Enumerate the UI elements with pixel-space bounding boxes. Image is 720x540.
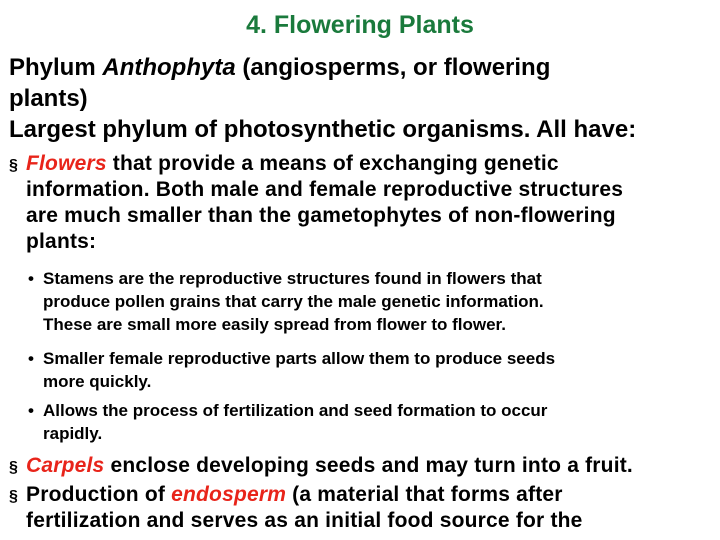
intro-line-1-post: (angiosperms, or flowering [235, 54, 551, 81]
bullet-text: Production of [26, 483, 172, 506]
bullet-line [9, 453, 633, 479]
intro-block [9, 52, 636, 145]
term-carpels: Carpels [26, 454, 105, 477]
sub-bullet-line: Stamens are the reproductive structures found in flowers that [43, 269, 542, 288]
sub-bullet-line: produce pollen grains that carry the male genetic information. [43, 292, 544, 311]
sub-bullet-marker: • [28, 269, 34, 288]
phylum-name: Anthophyta [102, 54, 236, 81]
bullet-text: (a material that forms after [286, 483, 563, 506]
term-endosperm: endosperm [171, 483, 287, 506]
slide-title: 4. Flowering Plants [246, 11, 474, 39]
intro-line-1-pre: Phylum [9, 54, 103, 81]
intro-line-1 [9, 52, 636, 83]
bullet-marker: § [9, 459, 19, 476]
sub-bullet-line: These are small more easily spread from flower to flower. [43, 315, 506, 334]
sub-bullet-fertilization [28, 399, 547, 445]
bullet-marker: § [9, 157, 19, 174]
term-flowers: Flowers [26, 152, 107, 175]
bullet-line: are much smaller than the gametophytes of non-flowering [26, 204, 616, 227]
sub-bullet-stamens [28, 267, 544, 336]
intro-line-2: plants) [9, 85, 88, 112]
intro-line-3: Largest phylum of photosynthetic organisms. All have: [9, 116, 637, 143]
bullet-text: that provide a means of exchanging genetic [106, 152, 559, 175]
bullet-line: fertilization and serves as an initial food source for the [26, 509, 583, 532]
bullet-line [9, 151, 623, 177]
sub-bullet-line: Smaller female reproductive parts allow them to produce seeds [43, 349, 556, 368]
bullet-flowers [9, 151, 623, 255]
bullet-line [9, 482, 583, 508]
sub-bullet-female-parts [28, 347, 555, 393]
sub-bullet-line: rapidly. [43, 424, 103, 443]
bullet-marker: § [9, 488, 19, 505]
bullet-text: enclose developing seeds and may turn into a fruit. [104, 454, 633, 477]
sub-bullet-line: Allows the process of fertilization and seed formation to occur [43, 401, 548, 420]
sub-bullet-line: more quickly. [43, 372, 152, 391]
sub-bullet-marker: • [28, 401, 34, 420]
bullet-endosperm [9, 482, 583, 534]
sub-bullet-marker: • [28, 349, 34, 368]
bullet-line: information. Both male and female reproductive structures [26, 178, 624, 201]
bullet-carpels [9, 453, 633, 479]
bullet-line: plants: [26, 230, 97, 253]
